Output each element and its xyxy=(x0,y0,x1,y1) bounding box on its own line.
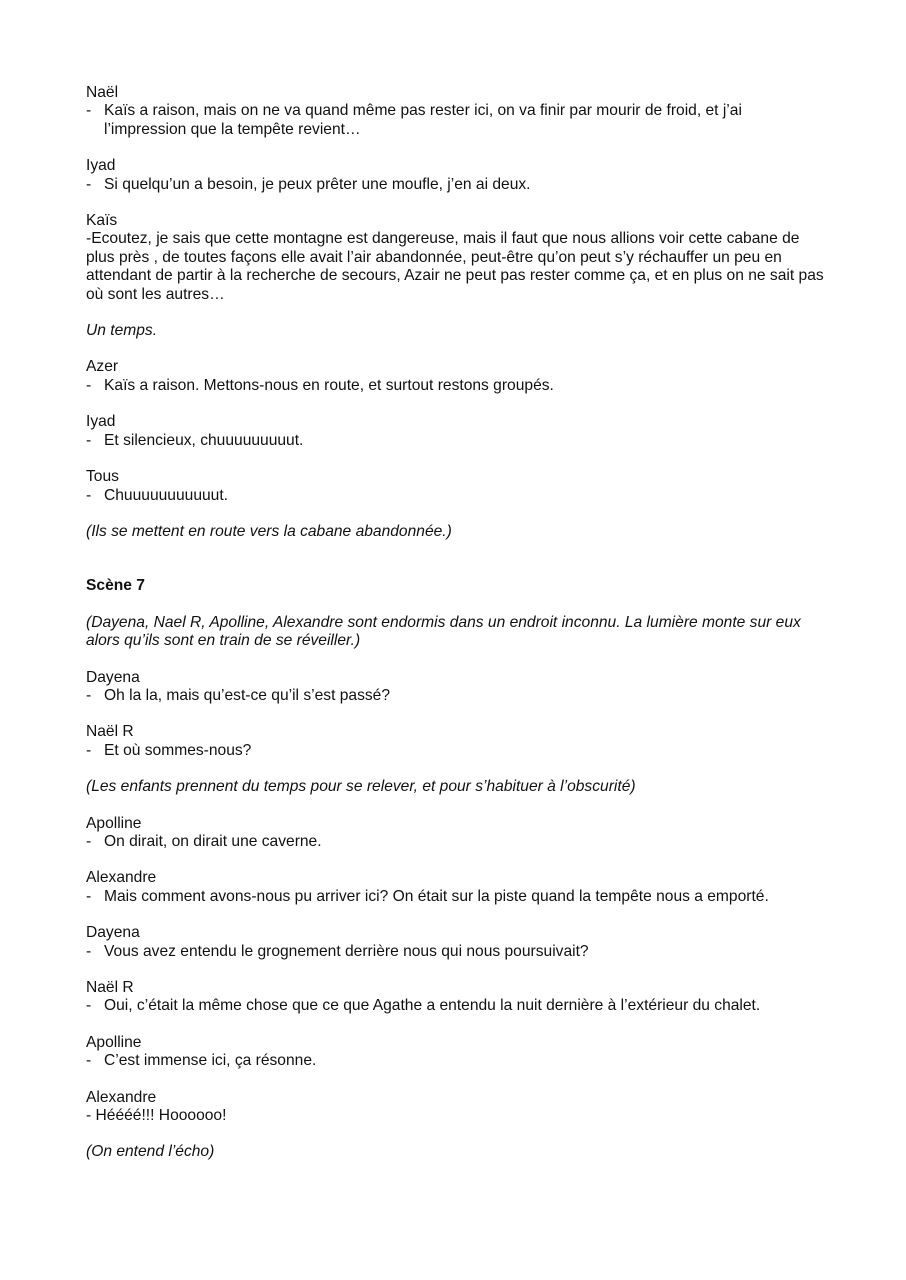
dialogue-text: - Héééé!!! Hoooooo! xyxy=(86,1107,227,1125)
dialogue-dash: - xyxy=(86,175,92,193)
speaker-name: Alexandre xyxy=(86,1088,157,1106)
dialogue-dash: - xyxy=(86,1052,92,1070)
dialogue-dash: - xyxy=(86,741,92,759)
dialogue-line xyxy=(86,176,826,194)
dialogue-line xyxy=(86,102,826,139)
speaker-name: Tous xyxy=(86,468,119,486)
stage-direction: (On entend l’écho) xyxy=(86,1143,215,1161)
dialogue-dash: - xyxy=(86,997,92,1015)
speaker-name: Alexandre xyxy=(86,869,157,887)
speaker-name: Iyad xyxy=(86,413,116,431)
dialogue-line xyxy=(86,432,826,450)
dialogue-text: Kaïs a raison. Mettons-nous en route, et surtout restons groupés. xyxy=(104,376,554,394)
dialogue-block xyxy=(86,212,826,304)
speaker-name: Iyad xyxy=(86,157,116,175)
dialogue-text: Kaïs a raison, mais on ne va quand même pas rester ici, on va finir par mourir de froid, et j’ai l’impression que la tempête revient… xyxy=(104,102,742,138)
dialogue-text: -Ecoutez, je sais que cette montagne est dangereuse, mais il faut que nous allions voir cette cabane de plus près , de toutes façons elle avait l’air abandonnée, peut-être qu’on peut s’y réchauffer un peu en attendant de partir à la recherche de secours, Azair ne peut pas rester comme ça, et en plus on ne sait pas où sont les autres… xyxy=(86,230,824,303)
dialogue-line xyxy=(86,1052,826,1070)
dialogue-text: On dirait, on dirait une caverne. xyxy=(104,832,322,850)
dialogue-dash: - xyxy=(86,102,92,120)
stage-direction: (Ils se mettent en route vers la cabane abandonnée.) xyxy=(86,522,452,540)
dialogue-text: Vous avez entendu le grognement derrière nous qui nous poursuivait? xyxy=(104,942,589,960)
dialogue-dash: - xyxy=(86,431,92,449)
dialogue-block xyxy=(86,669,826,706)
dialogue-text: Chuuuuuuuuuuut. xyxy=(104,486,228,504)
dialogue-text: C’est immense ici, ça résonne. xyxy=(104,1052,317,1070)
speaker-name: Apolline xyxy=(86,1033,142,1051)
speaker-name: Naël R xyxy=(86,979,134,996)
dialogue-block xyxy=(86,924,826,961)
dialogue-text: Et silencieux, chuuuuuuuuut. xyxy=(104,431,304,449)
dialogue-text: Et où sommes-nous? xyxy=(104,741,252,759)
speaker-name: Naël xyxy=(86,84,119,101)
dialogue-block xyxy=(86,84,826,139)
dialogue-text: Si quelqu’un a besoin, je peux prêter une moufle, j’en ai deux. xyxy=(104,175,531,193)
dialogue-dash: - xyxy=(86,376,92,394)
dialogue-text: Oui, c’était la même chose que ce que Agathe a entendu la nuit dernière à l’extérieur du chalet. xyxy=(104,997,761,1015)
dialogue-line xyxy=(86,943,826,961)
dialogue-line xyxy=(86,997,826,1015)
dialogue-block xyxy=(86,979,826,1016)
dialogue-line xyxy=(86,742,826,760)
dialogue-line xyxy=(86,487,826,505)
dialogue-block xyxy=(86,869,826,906)
stage-direction: Un temps. xyxy=(86,322,158,340)
speaker-name: Apolline xyxy=(86,814,142,832)
dialogue-text: Oh la la, mais qu’est-ce qu’il s’est passé? xyxy=(104,686,391,704)
speaker-name: Azer xyxy=(86,358,119,376)
dialogue-dash: - xyxy=(86,887,92,905)
stage-direction: (Dayena, Nael R, Apolline, Alexandre sont endormis dans un endroit inconnu. La lumière monte sur eux alors qu’ils sont en train de se réveiller.) xyxy=(86,613,801,650)
dialogue-dash: - xyxy=(86,486,92,504)
speaker-name: Dayena xyxy=(86,668,140,686)
dialogue-block xyxy=(86,468,826,505)
dialogue-line xyxy=(86,833,826,851)
scene-heading: Scène 7 xyxy=(86,577,145,595)
speaker-name: Dayena xyxy=(86,924,140,942)
speaker-name: Naël R xyxy=(86,723,134,741)
dialogue-block xyxy=(86,1089,826,1126)
dialogue-block xyxy=(86,1034,826,1071)
dialogue-block xyxy=(86,723,826,760)
dialogue-line xyxy=(86,377,826,395)
dialogue-dash: - xyxy=(86,942,92,960)
dialogue-block xyxy=(86,358,826,395)
dialogue-line xyxy=(86,888,826,906)
stage-direction: (Les enfants prennent du temps pour se relever, et pour s’habituer à l’obscurité) xyxy=(86,778,636,796)
speaker-name: Kaïs xyxy=(86,212,118,230)
dialogue-block xyxy=(86,413,826,450)
dialogue-text: Mais comment avons-nous pu arriver ici? On était sur la piste quand la tempête nous a emporté. xyxy=(104,887,769,905)
dialogue-block xyxy=(86,815,826,852)
dialogue-dash: - xyxy=(86,686,92,704)
dialogue-line xyxy=(86,687,826,705)
dialogue-block xyxy=(86,157,826,194)
dialogue-dash: - xyxy=(86,832,92,850)
